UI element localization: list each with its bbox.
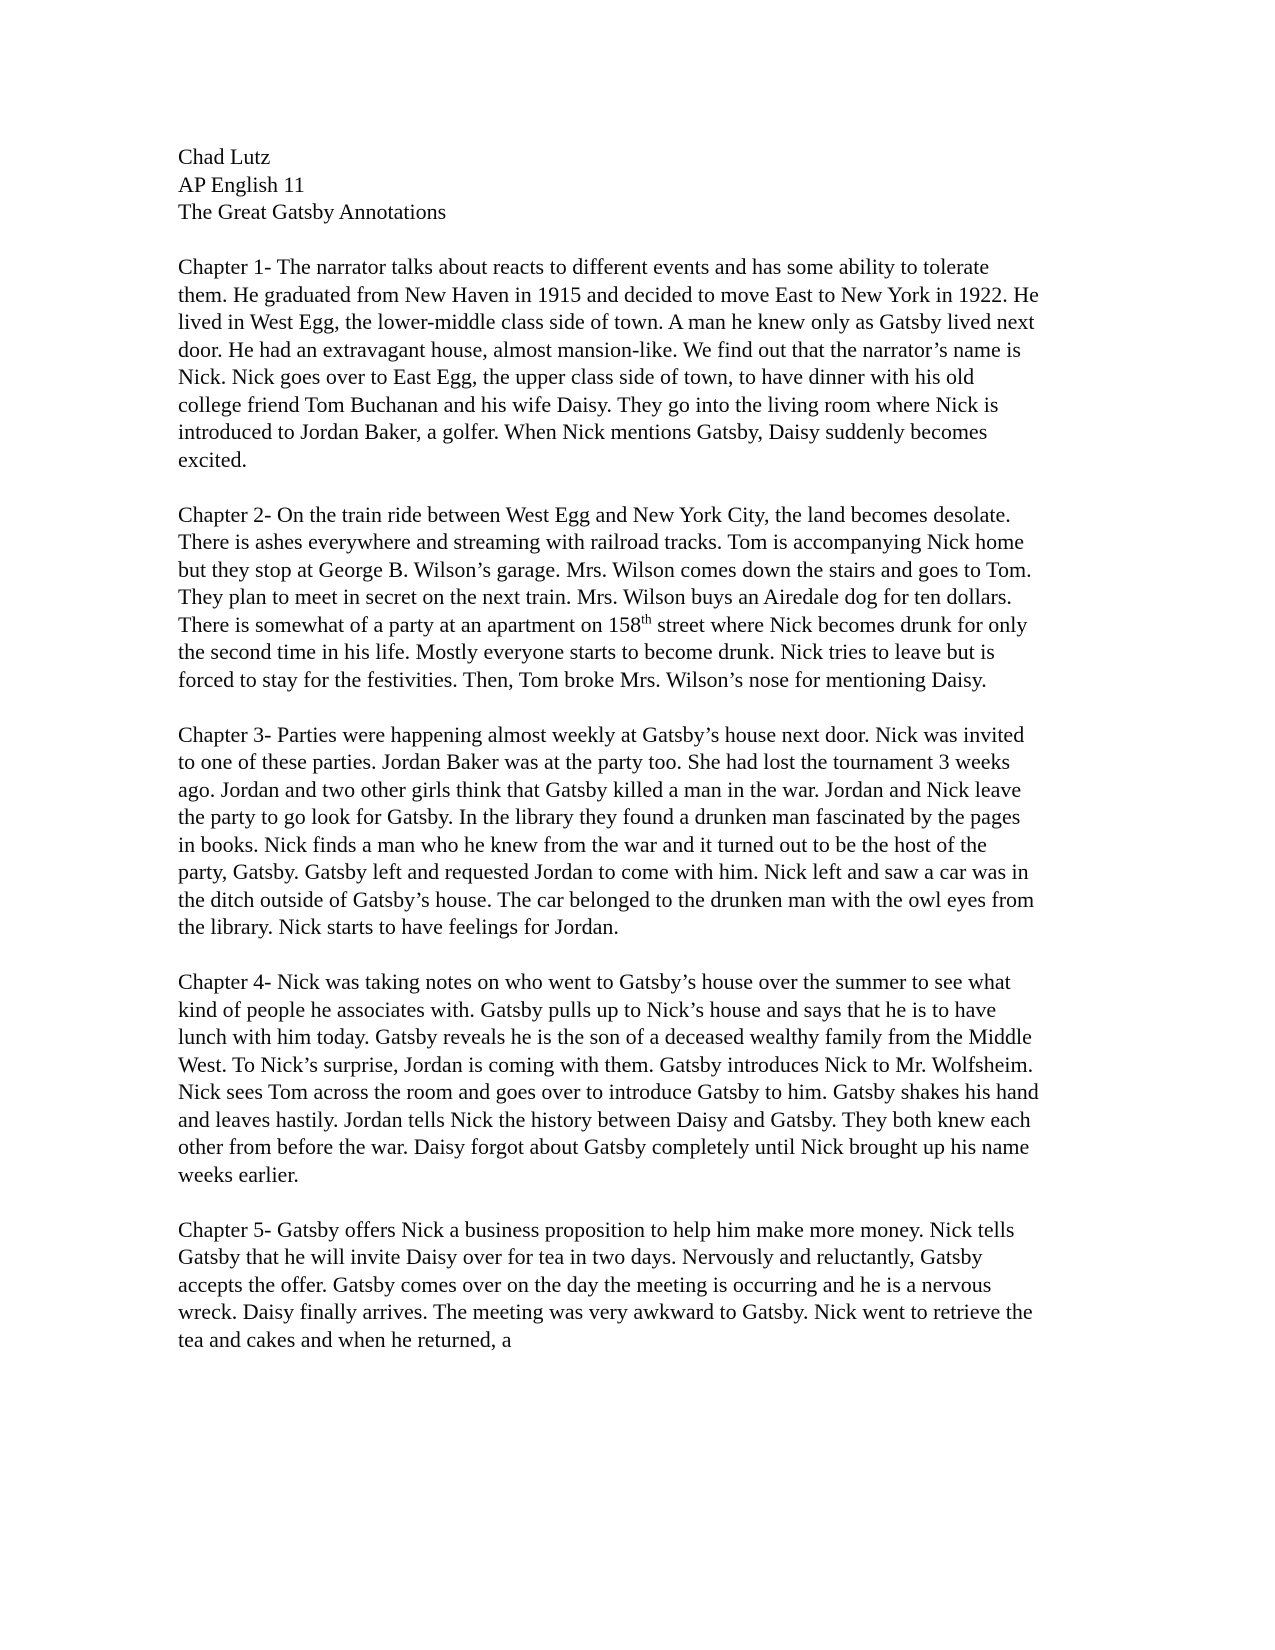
course-name: AP English 11 (178, 171, 305, 197)
document-title: The Great Gatsby Annotations (178, 199, 447, 224)
author-name: Chad Lutz (178, 144, 271, 169)
chapter-3-summary (178, 721, 1040, 941)
paragraph-text: Chapter 5- Gatsby offers Nick a business proposition to help him make more money. Nick tells Gatsby that he will invite Daisy over for tea in two days. Nervously and reluctantly, Gatsby accepts the offer. Gatsby comes over on the day the meeting is occurring and he is a nervous wreck. Daisy finally arrives. The meeting was very awkward to Gatsby. Nick went to retrieve the tea and cakes and when he returned, a (178, 1216, 1039, 1352)
chapter-2-summary (178, 501, 1040, 694)
document-header (178, 143, 1040, 226)
paragraphs (178, 253, 1045, 1353)
chapter-4-summary (178, 968, 1045, 1188)
paragraph-text: Chapter 4- Nick was taking notes on who went to Gatsby’s house over the summer to see what kind of people he associates with. Gatsby pulls up to Nick’s house and says that he is to have lunch with him today. Gatsby reveals he is the son of a deceased wealthy family from the Middle West. To Nick’s surprise, Jordan is coming with them. Gatsby introduces Nick to Mr. Wolfsheim. Nick sees Tom across the room and goes over to introduce Gatsby to him. Gatsby shakes his hand and leaves hastily. Jordan tells Nick the history between Daisy and Gatsby. They both knew each other from before the war. Daisy forgot about Gatsby completely until Nick brought up his name weeks earlier. (178, 969, 1045, 1187)
paragraph-text: Chapter 3- Parties were happening almost weekly at Gatsby’s house next door. Nick was invited to one of these parties. Jordan Baker was at the party too. She had lost the tournament 3 weeks ago. Jordan and two other girls think that Gatsby killed a man in the war. Jordan and Nick leave the party to go look for Gatsby. In the library they found a drunken man fascinated by the pages in books. Nick finds a man who he knew from the war and it turned out to be the host of the party, Gatsby. Gatsby left and requested Jordan to come with him. Nick left and saw a car was in the ditch outside of Gatsby’s house. The car belonged to the drunken man with the owl eyes from the library. Nick starts to have feelings for Jordan. (178, 721, 1040, 939)
chapter-5-summary (178, 1216, 1040, 1354)
paragraph-text: Chapter 2- On the train ride between West Egg and New York City, the land becomes desolate. There is ashes everywhere and streaming with railroad tracks. Tom is accompanying Nick home but they stop at George B. Wilson’s garage. Mrs. Wilson comes down the stairs and goes to Tom. They plan to meet in secret on the next train. Mrs. Wilson buys an Airedale dog for ten dollars. There is somewhat of a party at an apartment on 158 (178, 501, 1037, 637)
document-body (178, 143, 1045, 1353)
superscript-text: th (641, 611, 652, 627)
paragraph-text: Chapter 1- The narrator talks about reacts to different events and has some ability to tolerate them. He graduated from New Haven in 1915 and decided to move East to New York in 1922. He lived in West Egg, the lower-middle class side of town. A man he knew only as Gatsby lived next door. He had an extravagant house, almost mansion-like. We find out that the narrator’s name is Nick. Nick goes over to East Egg, the upper class side of town, to have dinner with his old college friend Tom Buchanan and his wife Daisy. They go into the living room where Nick is introduced to Jordan Baker, a golfer. When Nick mentions Gatsby, Daisy suddenly becomes excited. (178, 254, 1045, 472)
paragraph-text: street where Nick becomes drunk for only the second time in his life. Mostly everyone starts to become drunk. Nick tries to leave but is forced to stay for the festivities. Then, Tom broke Mrs. Wilson’s nose for mentioning Daisy. (178, 611, 1033, 692)
chapter-1-summary (178, 253, 1045, 473)
